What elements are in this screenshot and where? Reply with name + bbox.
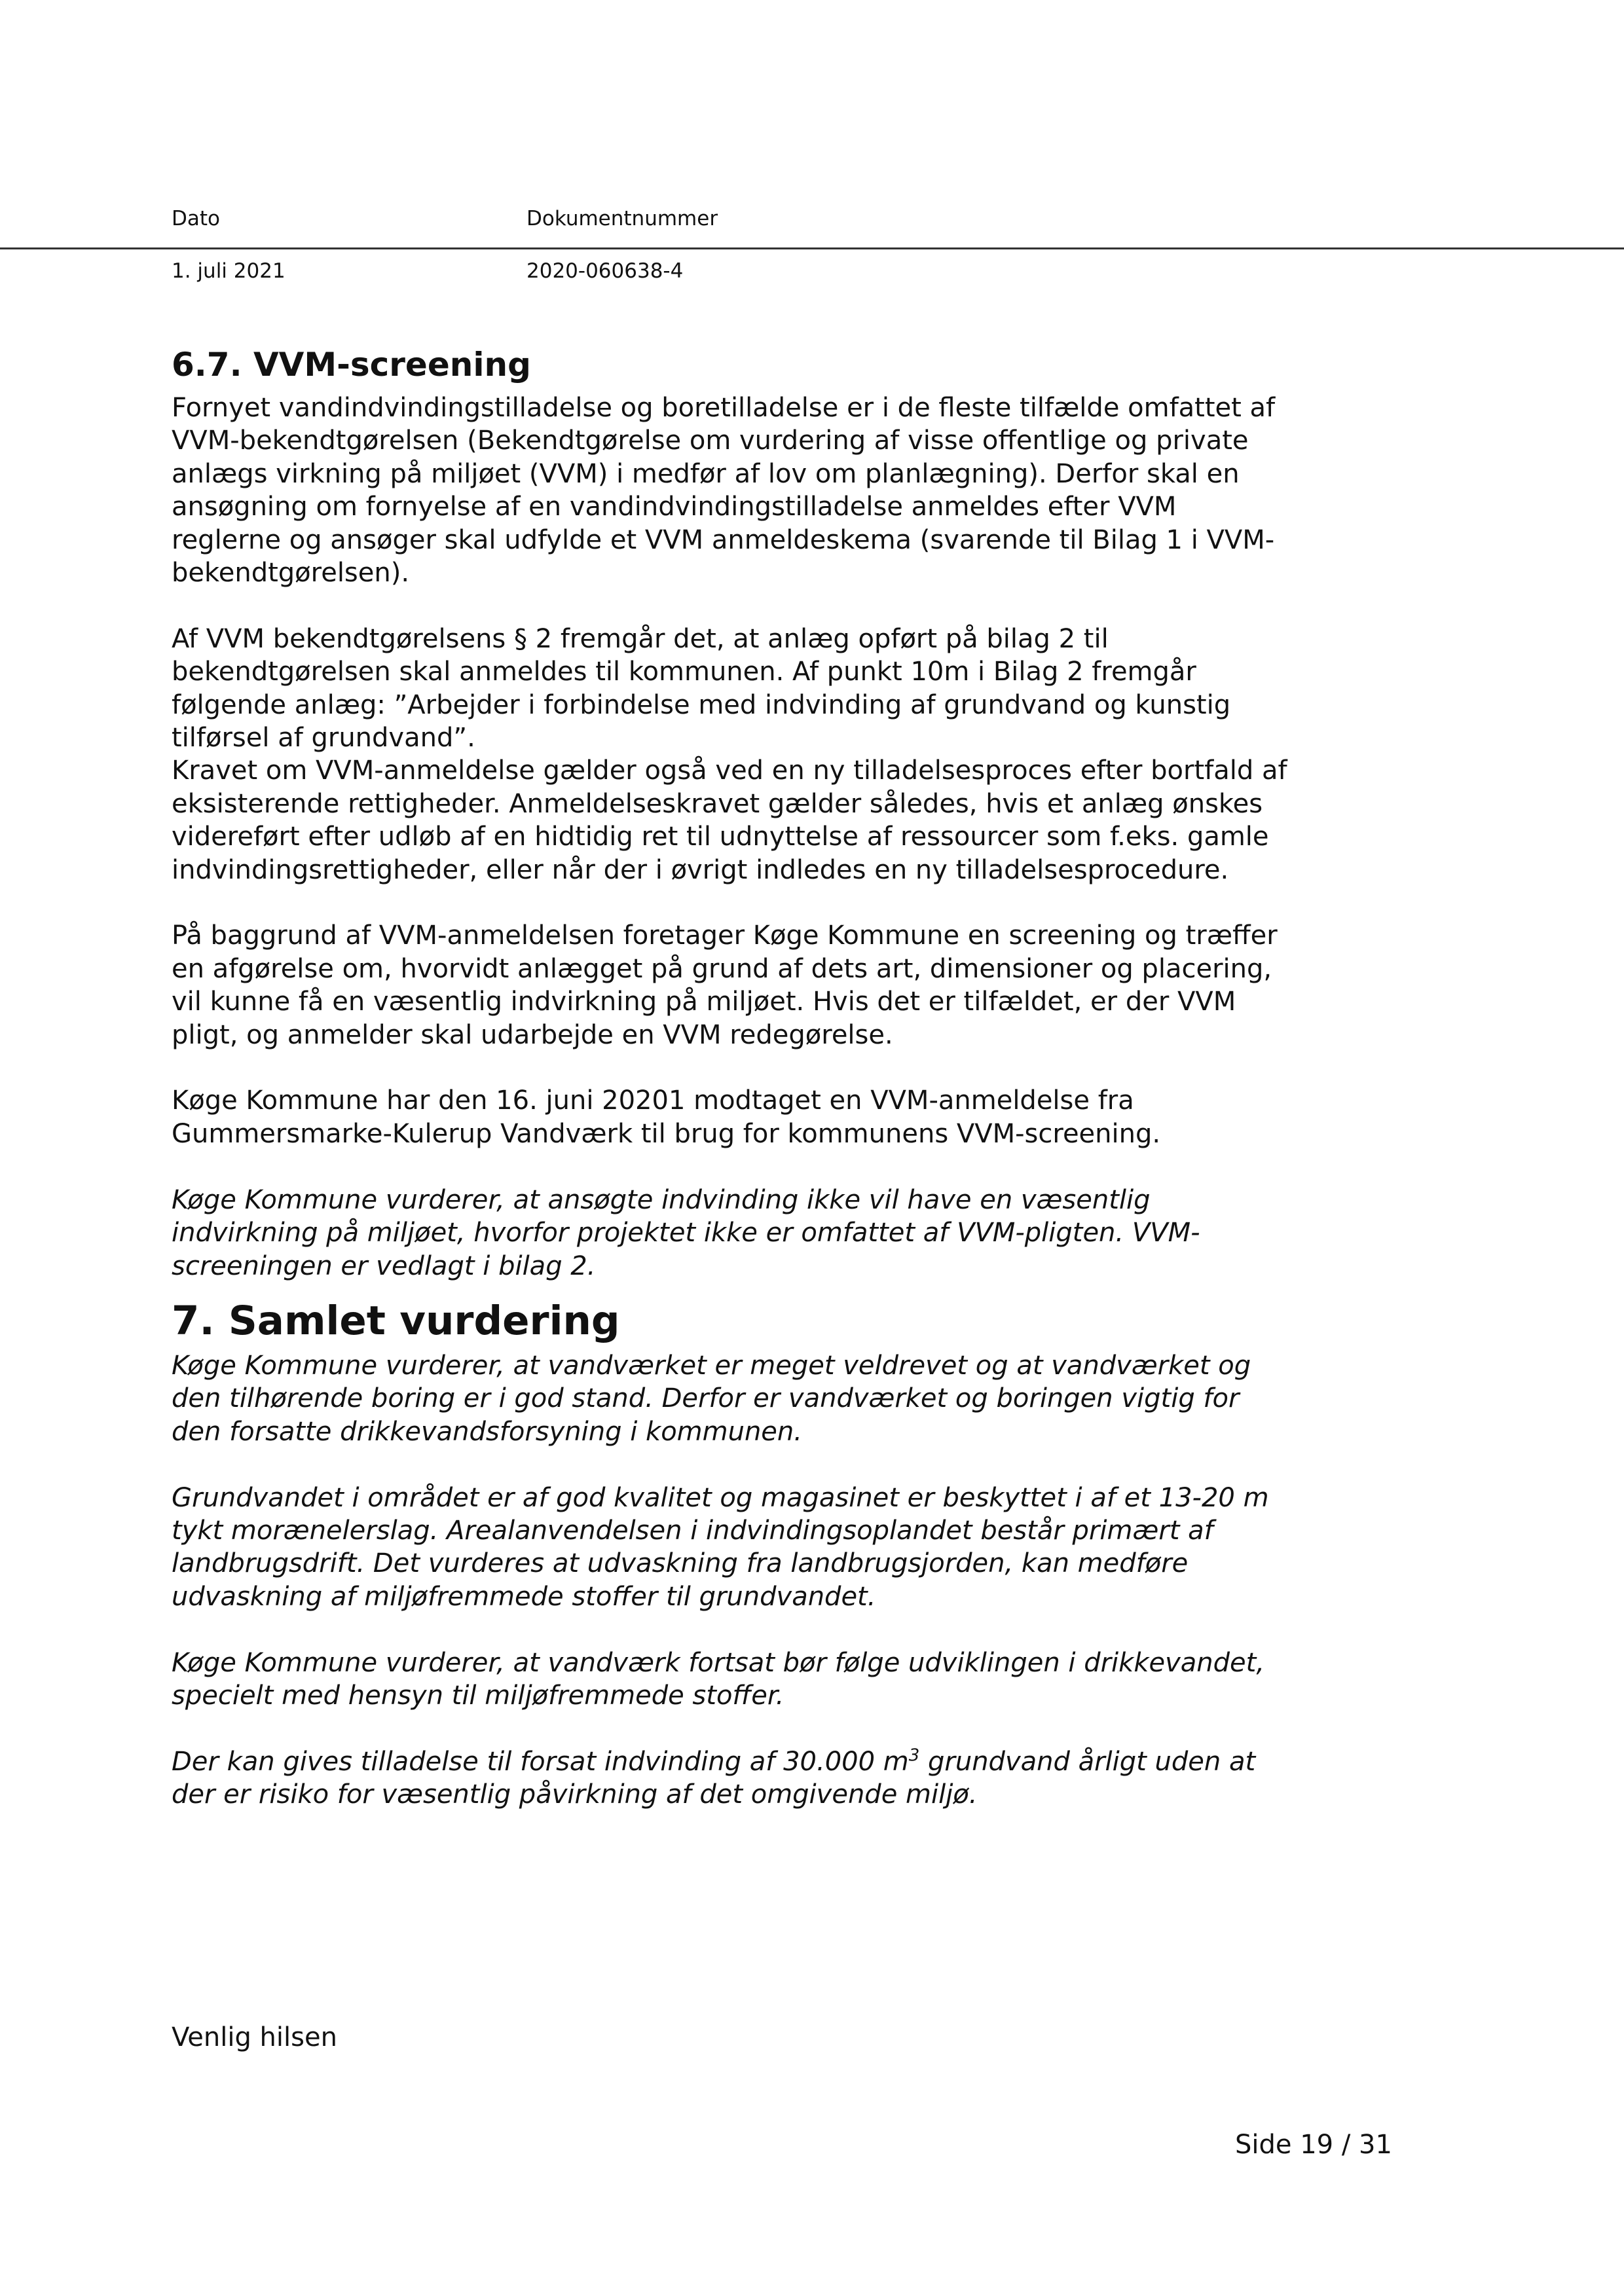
paragraph: Fornyet vandindvindingstilladelse og boretilladelse er i de fleste tilfælde omfattet af VVM-bekendtgørelsen (Bekendtgørelse om vurdering af visse offentlige og private anlægs virkning på miljøet (VVM) i medfør af lov om planlægning). Derfor skal en ansøgning om fornyelse af en vandindvindingstilladelse anmeldes efter VVM reglerne og ansøger skal udfylde et VVM anmeldeskema (svarende til Bilag 1 i VVM- bekendtgørelsen).: [172, 393, 1276, 589]
docnum-label: Dokumentnummer: [526, 207, 718, 230]
conclusion-paragraph: Køge Kommune vurderer, at ansøgte indvinding ikke vil have en væsentlig indvirkning på miljøet, hvorfor projektet ikke er omfattet af VVM-pligten. VVM- screeningen er vedlagt i bilag 2.: [172, 1184, 1200, 1281]
header-divider: [0, 247, 1624, 249]
section-heading-vvm-screening: 6.7. VVM-screening: [172, 346, 531, 384]
page-number: Side 19 / 31: [1235, 2130, 1392, 2160]
closing-greeting: Venlig hilsen: [172, 2022, 337, 2052]
permit-paragraph: [172, 1745, 1376, 1812]
date-label: Dato: [172, 207, 220, 230]
permit-text-start: Der kan gives tilladelse til forsat indvinding af 30.000 m: [172, 1746, 909, 1777]
superscript-3: 3: [908, 1745, 920, 1766]
section-samlet-vurdering: [172, 1293, 1376, 1812]
paragraph: Grundvandet i området er af god kvalitet og magasinet er beskyttet i af et 13-20 m tykt morænelerslag. Arealanvendelsen i indvindingsoplandet består primært af landbrugsdrift. Det vurderes at udvaskning fra landbrugsjorden, kan medføre udvaskning af miljøfremmede stoffer til grundvandet.: [172, 1482, 1269, 1612]
paragraph: Af VVM bekendtgørelsens § 2 fremgår det, at anlæg opført på bilag 2 til bekendtgørelsen skal anmeldes til kommunen. Af punkt 10m i Bilag 2 fremgår følgende anlæg: ”Arbejder i forbindelse med indvinding af grundvand og kunstig tilførsel af grundvand”.: [172, 623, 1231, 754]
permit-text-end: grundvand årligt uden at der er risiko for væsentlig påvirkning af det omgivende miljø.: [172, 1746, 1256, 1810]
date-value: 1. juli 2021: [172, 259, 286, 283]
paragraph: Kravet om VVM-anmeldelse gælder også ved en ny tilladelsesproces efter bortfald af eksisterende rettigheder. Anmeldelseskravet gælder således, hvis et anlæg ønskes videreført efter udløb af en hidtidig ret til udnyttelse af ressourcer som f.eks. gamle indvindingsrettigheder, eller når der i øvrigt indledes en ny tilladelsesprocedure.: [172, 756, 1287, 885]
document-body: [172, 340, 1376, 1844]
section-vvm-screening: [172, 340, 1376, 1283]
paragraph: Køge Kommune vurderer, at vandværk fortsat bør følge udviklingen i drikkevandet, specielt med hensyn til miljøfremmede stoffer.: [172, 1647, 1265, 1711]
docnum-value: 2020-060638-4: [526, 259, 684, 283]
paragraph: Køge Kommune har den 16. juni 20201 modtaget en VVM-anmeldelse fra Gummersmarke-Kulerup Vandværk til brug for kommunens VVM-screening.: [172, 1085, 1161, 1149]
paragraph: På baggrund af VVM-anmeldelsen foretager Køge Kommune en screening og træffer en afgørelse om, hvorvidt anlægget på grund af dets art, dimensioner og placering, vil kunne få en væsentlig indvirkning på miljøet. Hvis det er tilfældet, er der VVM pligt, og anmelder skal udarbejde en VVM redegørelse.: [172, 920, 1278, 1050]
paragraph: Køge Kommune vurderer, at vandværket er meget veldrevet og at vandværket og den tilhørende boring er i god stand. Derfor er vandværket og boringen vigtig for den forsatte drikkevandsforsyning i kommunen.: [172, 1350, 1251, 1447]
section-heading-samlet-vurdering: 7. Samlet vurdering: [172, 1297, 620, 1344]
